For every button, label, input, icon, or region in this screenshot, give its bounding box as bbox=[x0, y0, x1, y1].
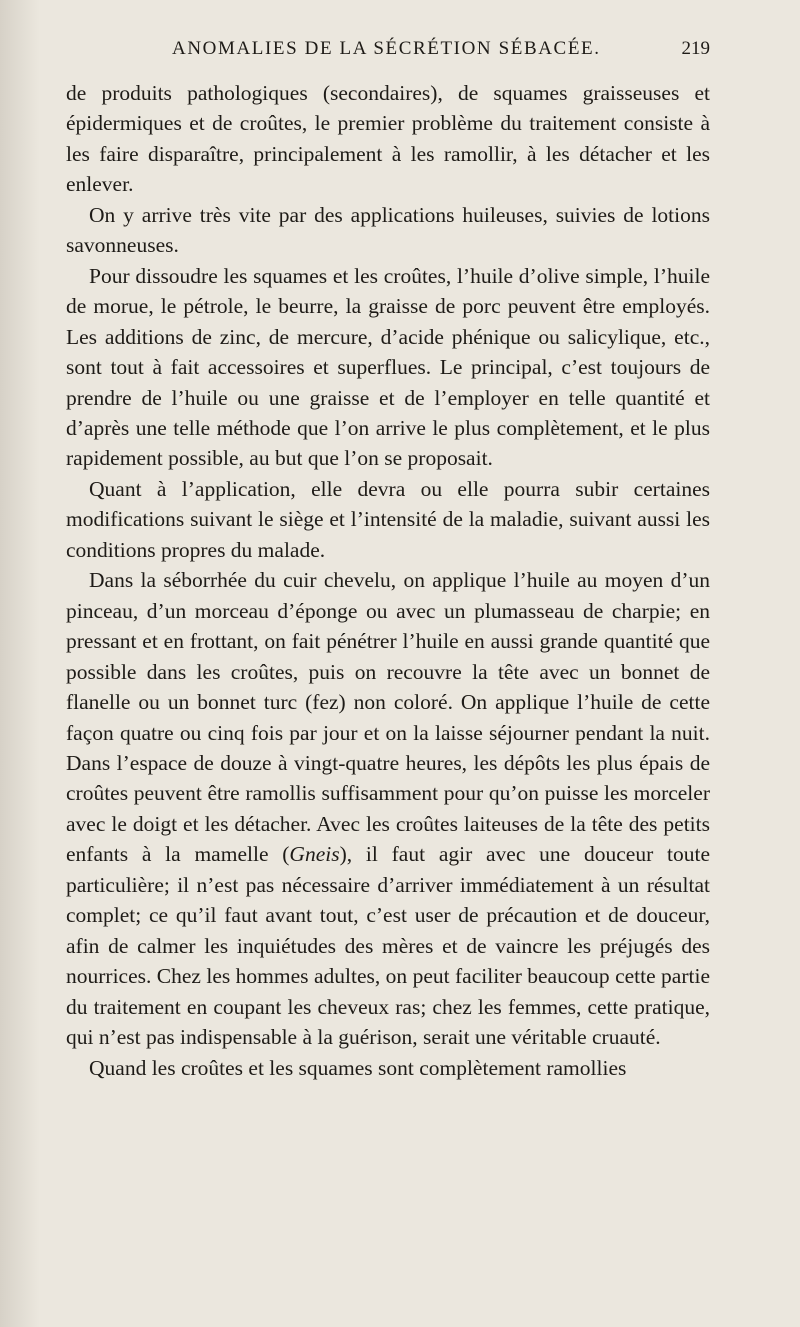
paragraph: On y arrive très vite par des applications huileuses, suivies de lotions savonneuses. bbox=[66, 202, 710, 258]
page-header bbox=[66, 38, 710, 68]
paragraph-text: Dans la séborrhée du cuir chevelu, on applique l’huile au moyen d’un pinceau, d’un morceau d’éponge ou avec un plumasseau de charpie; en pressant et en frottant, on fait pénétrer l’huile en aussi grande quantité que possible dans les croûtes, puis on recouvre la tête avec un bonnet de flanelle ou un bonnet turc (fez) non coloré. On applique l’huile de cette façon quatre ou cinq fois par jour et on la laisse séjourner pendant la nuit. Dans l’espace de douze à vingt-quatre heures, les dépôts les plus épais de croûtes peuvent être ramollis suffisamment pour qu’on puisse les morceler avec le doigt et les détacher. Avec les croûtes laiteuses de la tête des petits enfants à la mamelle ( bbox=[66, 568, 710, 867]
paragraph: Pour dissoudre les squames et les croûtes, l’huile d’olive simple, l’huile de morue, le pétrole, le beurre, la graisse de porc peuvent être employés. Les additions de zinc, de mercure, d’acide phénique ou salicylique, etc., sont tout à fait accessoires et superflues. Le principal, c’est toujours de prendre de l’huile ou une graisse et de l’employer en telle quantité et d’après une telle méthode que l’on arrive le plus complètement, et le plus rapidement possible, au but que l’on se proposait. bbox=[66, 263, 710, 471]
paragraph: Quant à l’application, elle devra ou elle pourra subir certaines modifications suivant le siège et l’intensité de la maladie, suivant aussi les conditions propres du malade. bbox=[66, 476, 710, 562]
running-title: ANOMALIES DE LA SÉCRÉTION SÉBACÉE. bbox=[172, 38, 601, 59]
italic-term: Gneis bbox=[289, 842, 340, 867]
page-gutter-shadow bbox=[0, 0, 40, 1327]
body-text bbox=[66, 78, 710, 1083]
paragraph-text: ), il faut agir avec une douceur toute particulière; il n’est pas nécessaire d’arriver immédiatement à un résultat complet; ce qu’il faut avant tout, c’est user de précaution et de douceur, afin de calmer les inquiétudes des mères et de vaincre les préjugés des nourrices. Chez les hommes adultes, on peut faciliter beaucoup cette partie du traitement en coupant les cheveux ras; chez les femmes, cette pratique, qui n’est pas indispensable à la guérison, serait une véritable cruauté. bbox=[66, 842, 710, 1050]
paragraph: Quand les croûtes et les squames sont complètement ramollies bbox=[89, 1055, 627, 1080]
page-number: 219 bbox=[681, 38, 710, 59]
paragraph bbox=[66, 565, 710, 1052]
paragraph-continuation: de produits pathologiques (secondaires), de squames graisseuses et épidermiques et de croûtes, le premier problème du traitement consiste à les faire disparaître, principalement à les ramollir, à les détacher et les enlever. bbox=[66, 81, 710, 197]
